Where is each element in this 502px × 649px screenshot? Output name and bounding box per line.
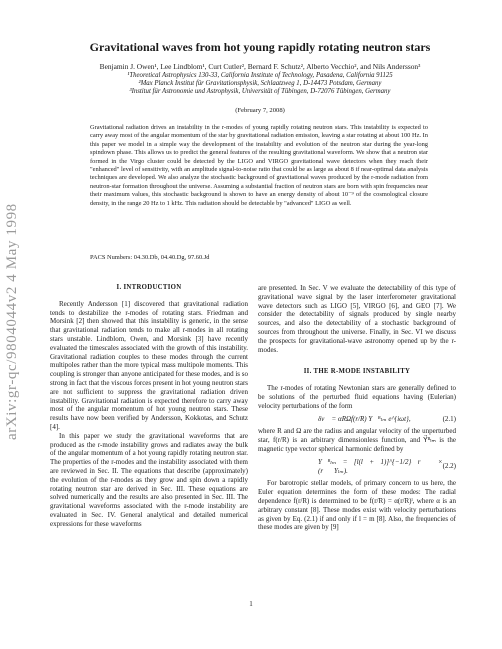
left-column <box>50 284 248 529</box>
equation-2-2-number: (2.2) <box>442 462 456 471</box>
intro-paragraph-2: In this paper we study the gravitational waveforms that are produced as the r-mode instability grows and radiates away the bulk of the angular momentum of a hot young rapidly rotating neutron star. The properties of the r-modes and the instability associated with them are reviewed in Sec. II. The equations that describe (approximately) the evolution of the r-modes as they grow and spin down a rapidly rotating neutron star are derived in Sec. III. These equations are solved numerically and the results are also presented in Sec. III. The gravitational waveforms associated with the r-mode instability are evaluated in Sec. IV. General analytical and detailed numerical expressions for these waveforms <box>50 431 248 528</box>
right-column <box>258 284 456 532</box>
abstract: Gravitational radiation drives an instability in the r-modes of young rapidly rotating neutron stars. This instability is expected to carry away most of the angular momentum of the star by gravitational radiation emission, leaving a star rotating at about 100 Hz. In this paper we model in a simple way the development of the instability and evolution of the neutron star during the year-long spindown phase. This allows us to predict the general features of the resulting gravitational waveform. We show that a neutron star formed in the Virgo cluster could be detected by the LIGO and VIRGO gravitational wave detectors when they reach their "enhanced" level of sensitivity, with an amplitude signal-to-noise ratio that could be as large as about 8 if near-optimal data analysis techniques are developed. We also analyze the stochastic background of gravitational waves produced by the r-mode radiation from neutron-star formation throughout the universe. Assuming a substantial fraction of neutron stars are born with spin frequencies near their maximum values, this stochastic background is shown to have an energy density of about 10⁻⁹ of the cosmological closure density, in the range 20 Hz to 1 kHz. This radiation should be detectable by "advanced" LIGO as well. <box>90 124 428 207</box>
intro-paragraph-1: Recently Andersson [1] discovered that gravitational radiation tends to destabilize the r-modes of rotating stars. Friedman and Morsink [2] then showed that this instability is generic, in the sense that gravitational radiation tends to make all r-modes in all rotating stars unstable. Lindblom, Owen, and Morsink [3] have recently evaluated the timescales associated with the growth of this instability. Gravitational radiation couples to these modes through the current multipoles rather than the more typical mass multipole moments. This coupling is stronger than anyone anticipated for these modes, and is so strong in fact that the viscous forces present in hot young neutron stars are not sufficient to suppress the gravitational radiation driven instability. Gravitational radiation is expected therefore to carry away most of the angular momentum of hot young neutron stars. These results have now been verified by Andersson, Kokkotas, and Schutz [4]. <box>50 299 248 431</box>
section-heading-rmode: II. THE R-MODE INSTABILITY <box>303 368 411 376</box>
arxiv-identifier-stamp: arXiv:gr-qc/9804044v2 4 May 1998 <box>4 203 20 440</box>
pacs-numbers: PACS Numbers: 04.30.Db, 04.40.Dg, 97.60.Jd <box>90 254 210 261</box>
affiliation-1: ¹Theoretical Astrophysics 130-33, California Institute of Technology, Pasadena, California 91125 <box>127 72 393 79</box>
equation-2-1 <box>258 415 456 424</box>
intro-continuation: are presented. In Sec. V we evaluate the detectability of this type of gravitational wave signal by the laser interferometer gravitational wave detectors such as LIGO [5], VIRGO [6], and GEO [7]. We consider the detectability of signals produced by single nearby sources, and also the detectability of a stochastic background of sources from throughout the universe. Finally, in Sec. VI we discuss the prospects for gravitational-wave astronomy opened up by the r-modes. <box>258 284 456 354</box>
section-heading-introduction: I. INTRODUCTION <box>116 284 182 291</box>
equation-2-2-body: Y⃗ᴮₗₘ = [l(l + 1)]^{−1/2} r∇⃗ × (r∇⃗Yₗₘ). <box>318 457 443 475</box>
rmode-paragraph-1: The r-modes of rotating Newtonian stars are generally defined to be solutions of the perturbed fluid equations having (Eulerian) velocity perturbations of the form <box>258 384 456 410</box>
equation-2-2 <box>258 458 456 476</box>
equation-2-1-body: δv⃗ = αRΩf(r/R) Y⃗ᴮₗₘ e^{iωt}, <box>318 414 411 423</box>
paper-title: Gravitational waves from hot young rapidly rotating neutron stars <box>89 40 431 54</box>
affiliation-2: ²Max Planck Institut für Gravitationsphysik, Schlaatzweg 1, D-14473 Potsdam, Germany <box>138 80 382 87</box>
rmode-paragraph-2: where R and Ω are the radius and angular velocity of the unperturbed star, f(r/R) is an arbitrary dimensionless function, and Y⃗ᴮₗₘ is the magnetic type vector spherical harmonic defined by <box>258 427 456 453</box>
rmode-paragraph-3: For barotropic stellar models, of primary concern to us here, the Euler equation determines the form of these modes: The radial dependence f(r/R) is determined to be f(r/R) = α(r/R)ˡ, where α is an arbitrary constant [8]. These modes exist with velocity perturbations as given by Eq. (2.1) if and only if l = m [8]. Also, the frequencies of these modes are given by [9] <box>258 479 456 532</box>
page-number: 1 <box>249 600 253 608</box>
author-list: Benjamin J. Owen¹, Lee Lindblom¹, Curt Cutler², Bernard F. Schutz², Alberto Vecchio², and Nils Andersson³ <box>99 62 421 71</box>
affiliation-3: ³Institut für Astronomie und Astrophysik, Universität of Tübingen, D-72076 Tübingen, Germany <box>129 88 391 95</box>
paper-date: (February 7, 2008) <box>235 107 285 114</box>
equation-2-1-number: (2.1) <box>442 414 456 423</box>
